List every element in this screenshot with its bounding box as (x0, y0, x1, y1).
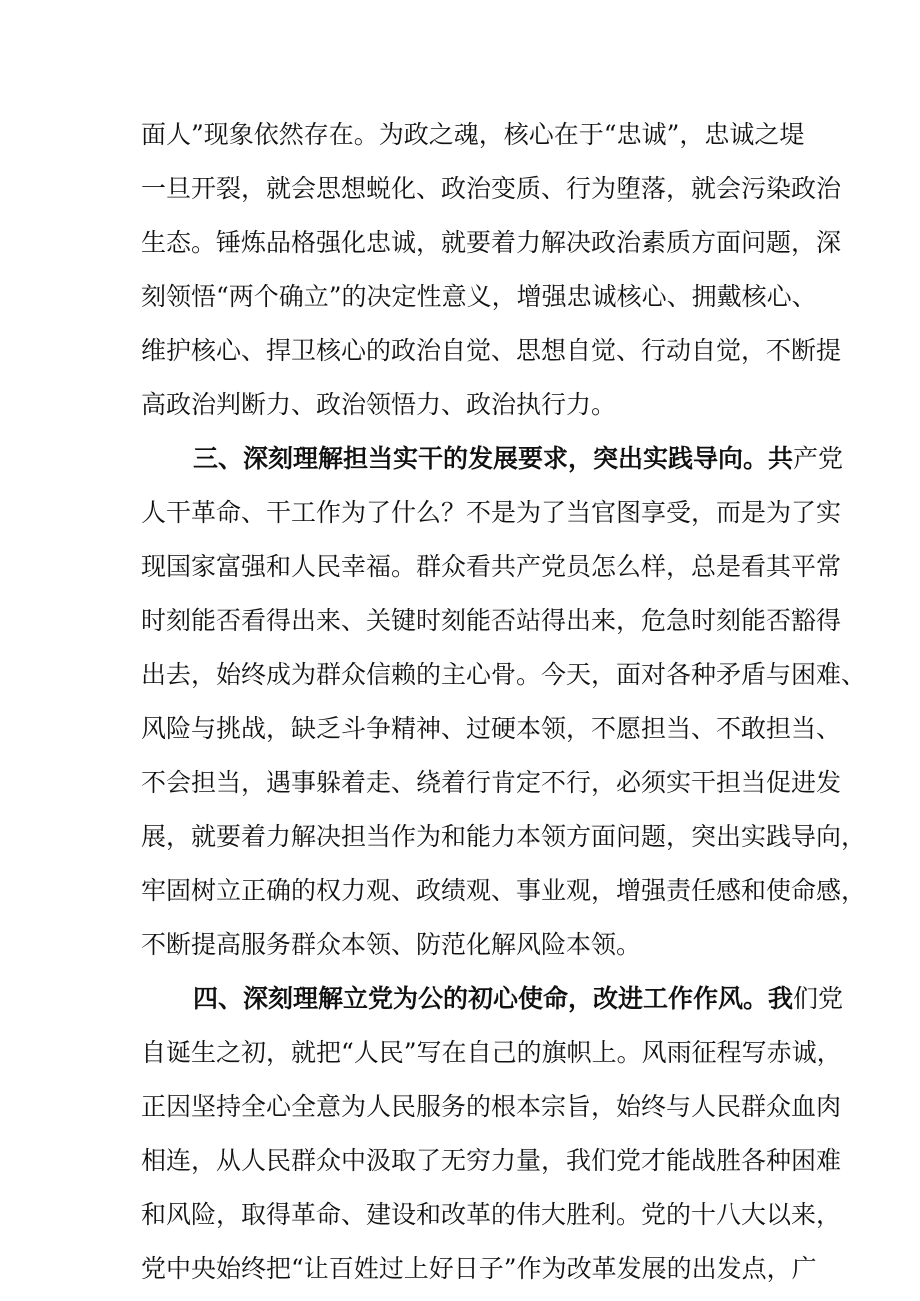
text-line: 高政治判断力、政治领悟力、政治执行力。 (141, 390, 617, 419)
text-line: 正因坚持全心全意为人民服务的根本宗旨，始终与人民群众血肉 (141, 1092, 842, 1121)
text-line: 和风险，取得革命、建设和改革的伟大胜利。党的十八大以来， (141, 1200, 842, 1229)
section-four-heading: 四、深刻理解立党为公的初心使命，改进工作作风。我 (193, 984, 794, 1013)
text-line: 不会担当，遇事躲着走、绕着行肯定不行，必须实干担当促进发 (141, 768, 842, 797)
text-line: 展，就要着力解决担当作为和能力本领方面问题，突出实践导向， (141, 822, 867, 851)
section-heading-line (141, 972, 844, 1026)
text-run: 产党 (793, 444, 844, 473)
text-line: 面人”现象依然存在。为政之魂，核心在于“忠诚”，忠诚之堤 (141, 120, 805, 149)
text-line: 相连，从人民群众中汲取了无穷力量，我们党才能战胜各种困难 (141, 1146, 842, 1175)
text-line: 牢固树立正确的权力观、政绩观、事业观，增强责任感和使命感， (141, 876, 867, 905)
text-line: 现国家富强和人民幸福。群众看共产党员怎么样，总是看其平常 (141, 552, 842, 581)
text-line: 人干革命、干工作为了什么？不是为了当官图享受，而是为了实 (141, 498, 842, 527)
paragraph-section-three (141, 432, 867, 972)
section-heading-line (141, 432, 844, 486)
text-line: 风险与挑战，缺乏斗争精神、过硬本领，不愿担当、不敢担当、 (141, 714, 842, 743)
text-line: 党中央始终把“让百姓过上好日子”作为改革发展的出发点，广 (141, 1254, 817, 1283)
text-line: 不断提高服务群众本领、防范化解风险本领。 (141, 930, 642, 959)
text-line: 自诞生之初，就把“人民”写在自己的旗帜上。风雨征程写赤诚， (141, 1038, 842, 1067)
paragraph-section-four (141, 972, 844, 1296)
text-line: 刻领悟“两个确立”的决定性意义，增强忠诚核心、拥戴核心、 (141, 282, 817, 311)
text-line: 生态。锤炼品格强化忠诚，就要着力解决政治素质方面问题，深 (141, 228, 842, 257)
paragraph-loyalty (141, 108, 842, 432)
text-line: 维护核心、捍卫核心的政治自觉、思想自觉、行动自觉，不断提 (141, 336, 842, 365)
text-run: 们党 (793, 984, 844, 1013)
text-line: 一旦开裂，就会思想蜕化、政治变质、行为堕落，就会污染政治 (141, 174, 842, 203)
text-line: 出去，始终成为群众信赖的主心骨。今天，面对各种矛盾与困难、 (141, 660, 867, 689)
document-page (141, 108, 867, 1296)
section-three-heading: 三、深刻理解担当实干的发展要求，突出实践导向。共 (193, 444, 794, 473)
text-line: 时刻能否看得出来、关键时刻能否站得出来，危急时刻能否豁得 (141, 606, 842, 635)
